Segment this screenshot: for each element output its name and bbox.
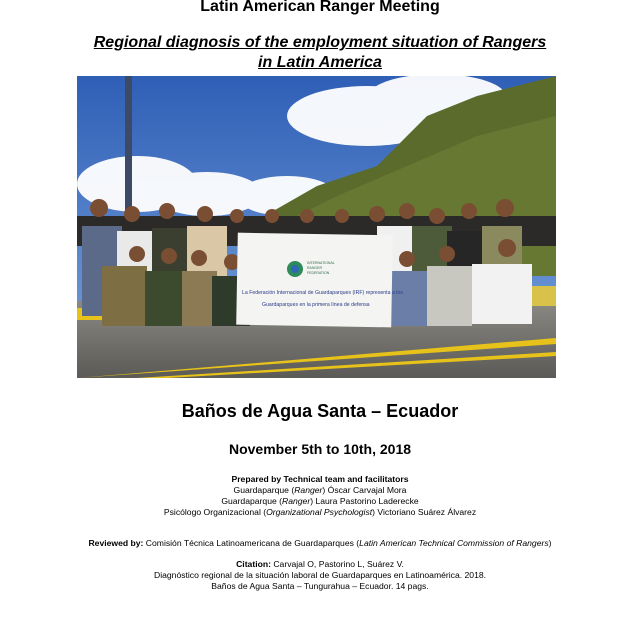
prepared-heading: Prepared by Technical team and facilitators [231, 474, 409, 484]
reviewed-text: Comisión Técnica Latinoamericana de Guardaparques ( [143, 538, 360, 548]
citation-line-2: Diagnóstico regional de la situación laboral de Guardaparques en Latinoamérica. 2018. [153, 570, 487, 580]
citation-section [0, 559, 640, 592]
meeting-dates: November 5th to 10th, 2018 [228, 441, 412, 457]
author-line-1 [0, 485, 640, 496]
author-name: ) Laura Pastorino Laderecke [310, 496, 419, 506]
author-line-3 [0, 507, 640, 518]
citation-line-3: Baños de Agua Santa – Tungurahua – Ecuador. 14 pags. [211, 581, 429, 591]
author-name: ) Victoriano Suárez Álvarez [372, 507, 477, 517]
reviewed-by-section [0, 538, 640, 549]
banner-org-line-3: FEDERATION [307, 271, 330, 275]
banner [236, 233, 403, 328]
author-role-en: Ranger [282, 496, 311, 506]
author-name: ) Óscar Carvajal Mora [322, 485, 407, 495]
author-role-en: Organizational Psychologist [266, 507, 373, 517]
subtitle-line-1: Regional diagnosis of the employment situation of Rangers [93, 34, 547, 51]
banner-org-line-1: INTERNATIONAL [307, 261, 335, 265]
reviewed-label: Reviewed by: [88, 538, 144, 548]
citation-line-1: Carvajal O, Pastorino L, Suárez V. [270, 559, 404, 569]
author-role: Guardaparque ( [221, 496, 283, 506]
author-line-2 [0, 496, 640, 507]
banner-text-line-2: Guardaparques en la primera línea de defensa [262, 302, 370, 308]
author-role: Psicólogo Organizacional ( [163, 507, 267, 517]
reviewed-text-en: Latin American Technical Commission of Rangers [359, 538, 549, 548]
citation-label: Citation: [236, 559, 271, 569]
author-role-en: Ranger [294, 485, 323, 495]
prepared-by-section [0, 474, 640, 518]
meeting-title: Latin American Ranger Meeting [200, 0, 440, 15]
banner-org-line-2: RANGER [307, 266, 322, 270]
group-photo [77, 76, 556, 378]
author-role: Guardaparque ( [233, 485, 295, 495]
banner-text-line-1: La Federación Internacional de Guardaparques (IRF) representa a los [242, 290, 403, 296]
subtitle-line-2: in Latin America [258, 54, 382, 71]
reviewed-close: ) [548, 538, 552, 548]
document-subtitle [0, 33, 640, 73]
location-title: Baños de Agua Santa – Ecuador [181, 401, 459, 421]
